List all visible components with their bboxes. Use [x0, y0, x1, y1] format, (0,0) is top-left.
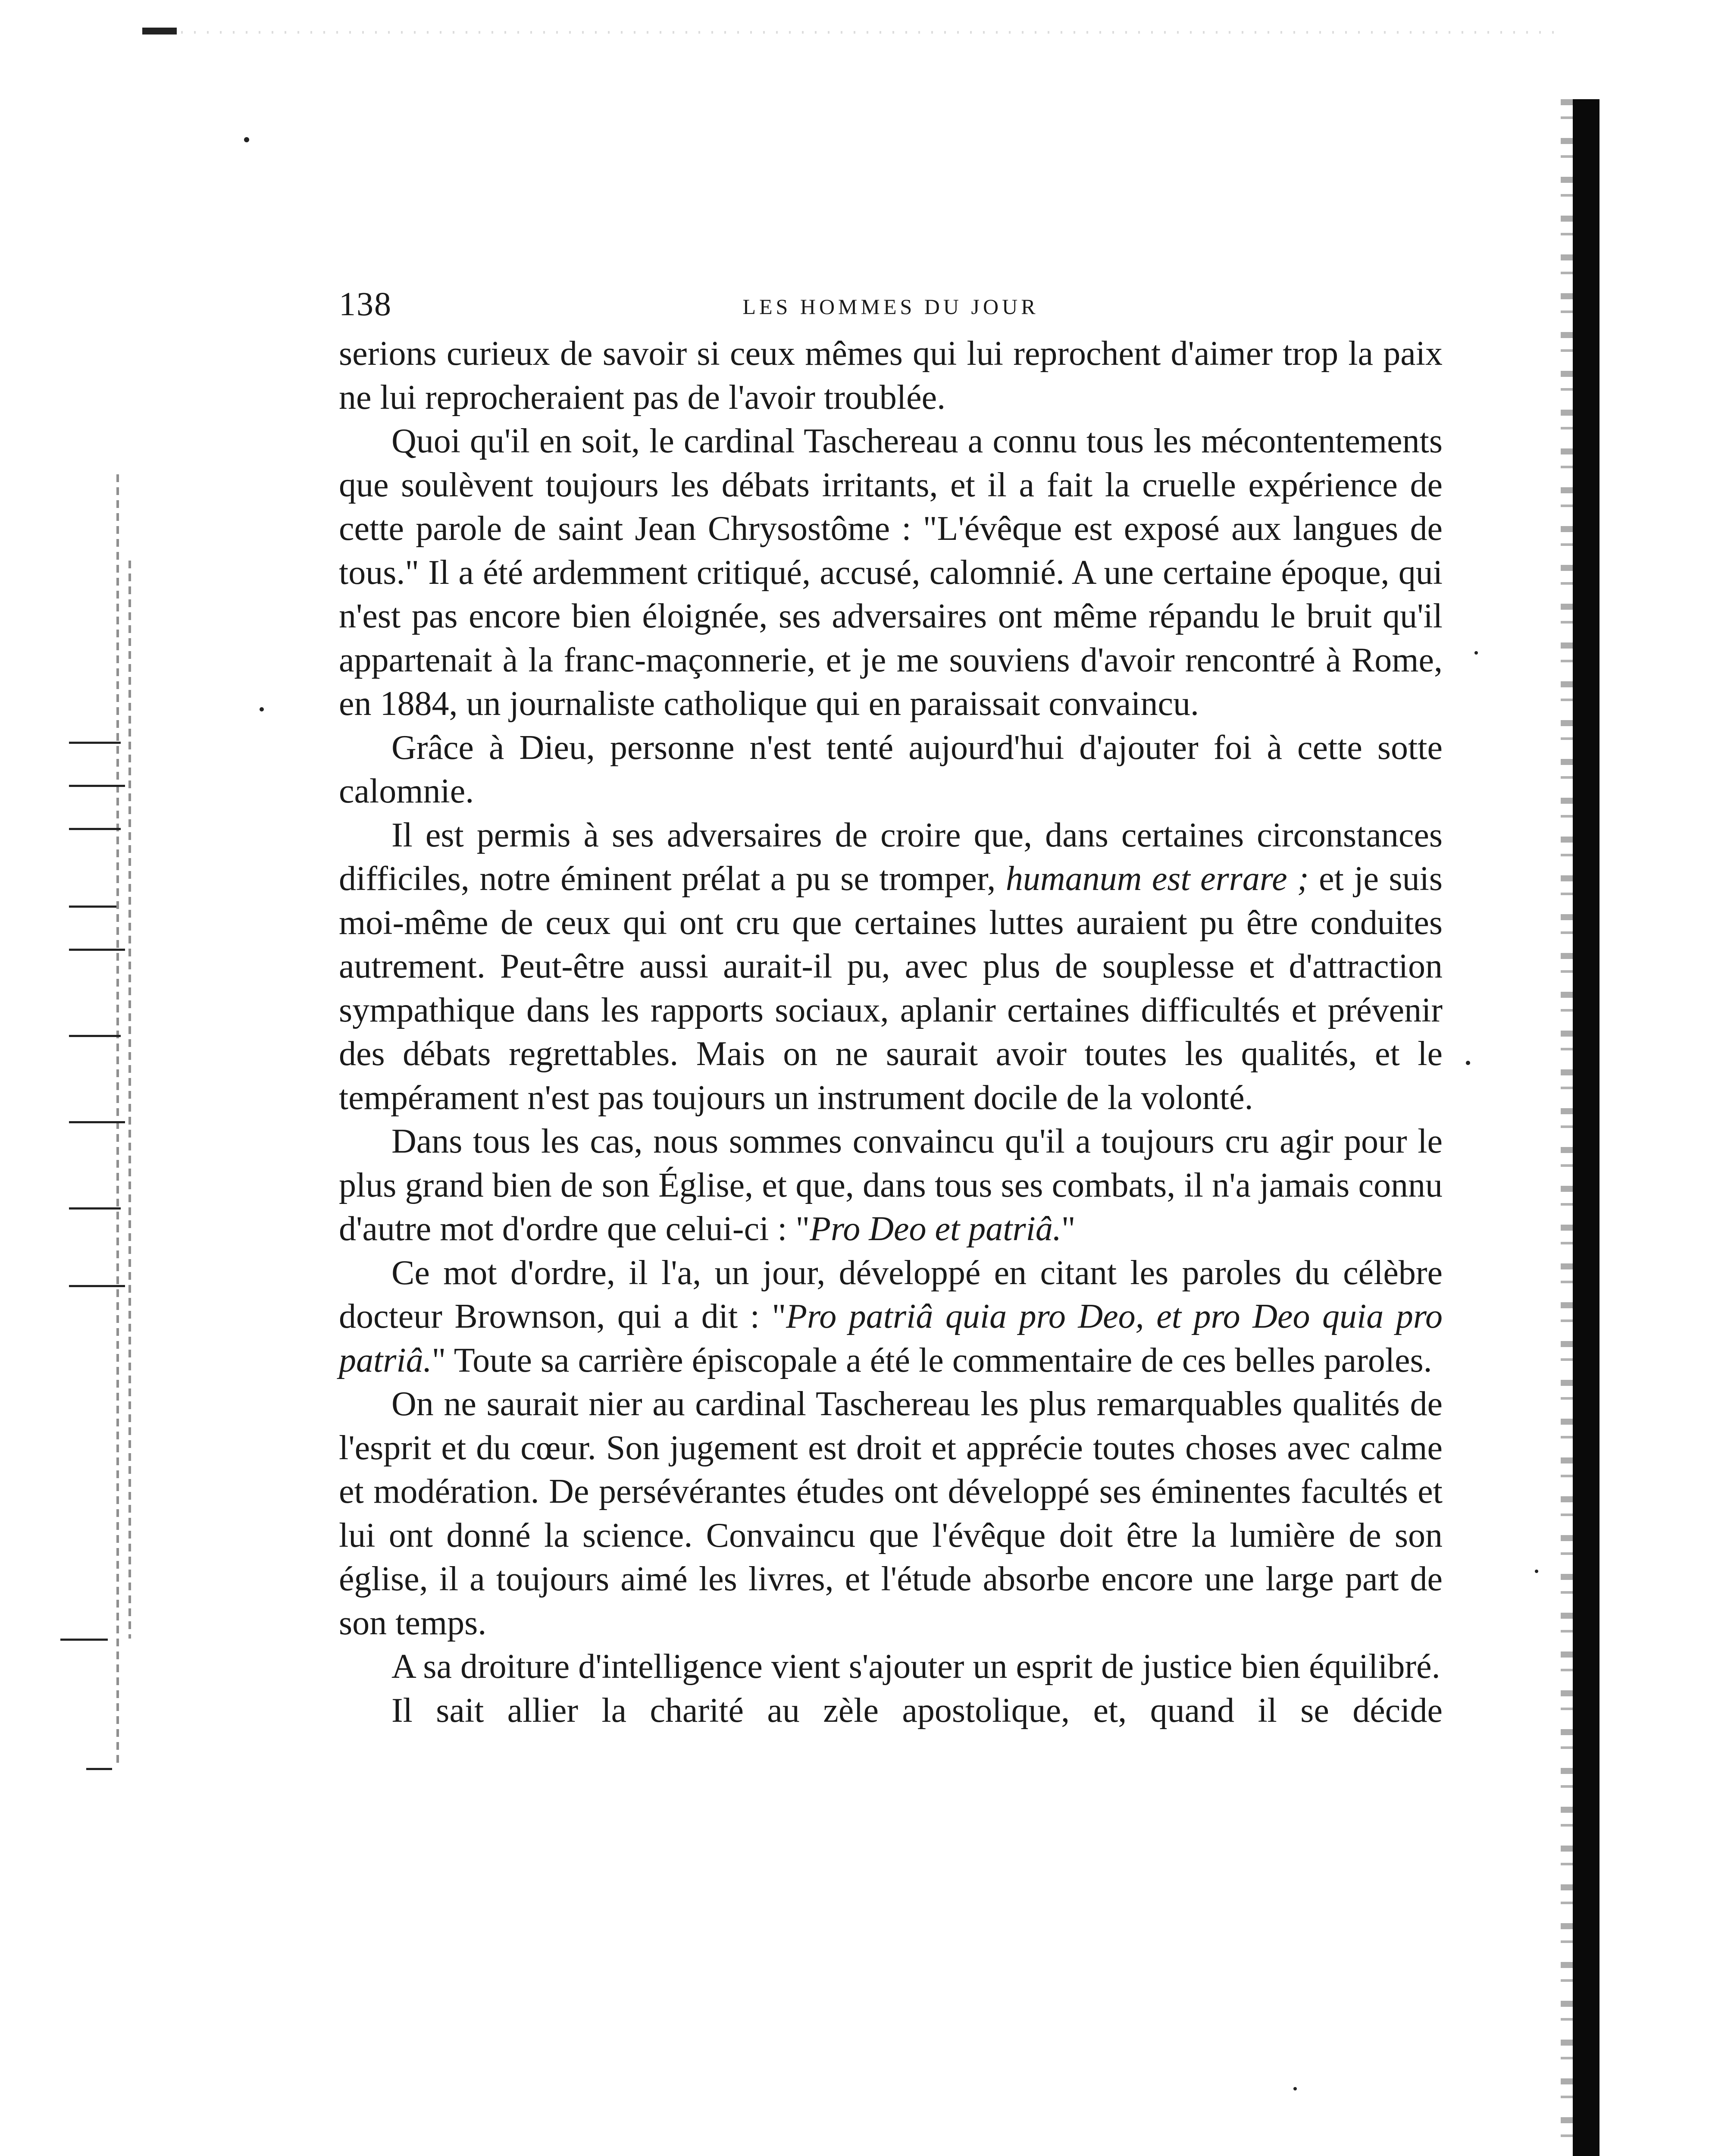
scan-speck: [244, 137, 249, 142]
paragraph-text: Il est permis à ses adversaires de croire que, dans certaines circonstances difficiles, notre éminent prélat a pu se tromper,: [339, 816, 1443, 898]
paragraph: [339, 420, 1443, 726]
paragraph: [339, 1382, 1443, 1645]
page-number: 138: [339, 285, 392, 323]
latin-motto: Pro Deo et patriâ.: [810, 1210, 1061, 1248]
running-head: [339, 285, 1443, 332]
scan-left-margin-marks: [52, 474, 138, 1811]
scan-binding-edge: [1573, 99, 1599, 2156]
paragraph-text: Quoi qu'il en soit, le cardinal Taschereau a connu tous les mécontentements que soulèvent toujours les débats irritants, et il a fait la cruelle expérience de cette parole de saint Jean Chrysostôme : "L'évêque est exposé aux langues de tous." Il a été ardemment critiqué, accusé, calomnié. A une certaine époque, qui n'est pas encore bien éloignée, ses adversaires ont même répandu le bruit qu'il appartenait à la franc-maçonnerie, et je me souviens d'avoir rencontré à Rome, en 1884, un journaliste catholique qui en paraissait convaincu.: [339, 422, 1443, 723]
scan-speck: [1474, 651, 1478, 655]
paragraph: [339, 1645, 1443, 1689]
paragraph-text: ": [1061, 1210, 1076, 1248]
paragraph-text: A sa droiture d'intelligence vient s'ajouter un esprit de justice bien équilibré.: [391, 1648, 1440, 1686]
scan-speck: [1466, 1061, 1470, 1065]
paragraph-text: " Toute sa carrière épiscopale a été le commentaire de ces belles paroles.: [432, 1341, 1432, 1379]
latin-phrase: humanum est errare ;: [1005, 860, 1309, 898]
scan-speck: [1535, 1570, 1538, 1573]
scan-speck: [1293, 2087, 1297, 2090]
paragraph: [339, 1251, 1443, 1383]
scan-edge-mark: [142, 28, 177, 34]
scan-noise: [181, 31, 1561, 34]
book-page: [339, 285, 1443, 1733]
paragraph-text: et je suis moi-même de ceux qui ont cru que certaines luttes auraient pu être conduites autrement. Peut-être aussi aurait-il pu, avec plus de souplesse et d'attraction sympathique dans les rapports sociaux, aplanir certaines difficultés et prévenir des débats regrettables. Mais on ne saurait avoir toutes les qualités, et le tempérament n'est pas toujours un instrument docile de la volonté.: [339, 860, 1443, 1117]
scan-speck: [260, 707, 264, 711]
paragraph-text: On ne saurait nier au cardinal Taschereau les plus remarquables qualités de l'esprit et du cœur. Son jugement est droit et apprécie toutes choses avec calme et modération. De persévérantes études ont développé ses éminentes facultés et lui ont donné la science. Convaincu que l'évêque doit être la lumière de son église, il a toujours aimé les livres, et l'étude absorbe encore une large part de son temps.: [339, 1385, 1443, 1642]
paragraph-text: serions curieux de savoir si ceux mêmes qui lui reprochent d'aimer trop la paix ne lui reprocheraient pas de l'avoir troublée.: [339, 335, 1443, 417]
paragraph: [339, 1689, 1443, 1733]
paragraph-text: Ce mot d'ordre, il l'a, un jour, développé en citant les paroles du célèbre docteur Brownson, qui a dit : ": [339, 1253, 1443, 1335]
paragraph-text: Grâce à Dieu, personne n'est tenté aujourd'hui d'ajouter foi à cette sotte calomnie.: [339, 728, 1443, 810]
paragraph: [339, 1120, 1443, 1251]
body-text: [339, 332, 1443, 1733]
latin-quotation: Pro patriâ quia pro Deo, et pro Deo quia pro patriâ.: [339, 1297, 1443, 1379]
paragraph: [339, 726, 1443, 814]
scan-binding-edge-shadow: [1561, 99, 1573, 2156]
paragraph-text: Dans tous les cas, nous sommes convaincu qu'il a toujours cru agir pour le plus grand bien de son Église, et que, dans tous ses combats, il n'a jamais connu d'autre mot d'ordre que celui-ci : ": [339, 1122, 1443, 1248]
running-title: LES HOMMES DU JOUR: [742, 295, 1039, 319]
paragraph: [339, 332, 1443, 420]
paragraph-text: Il sait allier la charité au zèle apostolique, et, quand il se décide: [391, 1691, 1443, 1730]
paragraph: [339, 814, 1443, 1120]
